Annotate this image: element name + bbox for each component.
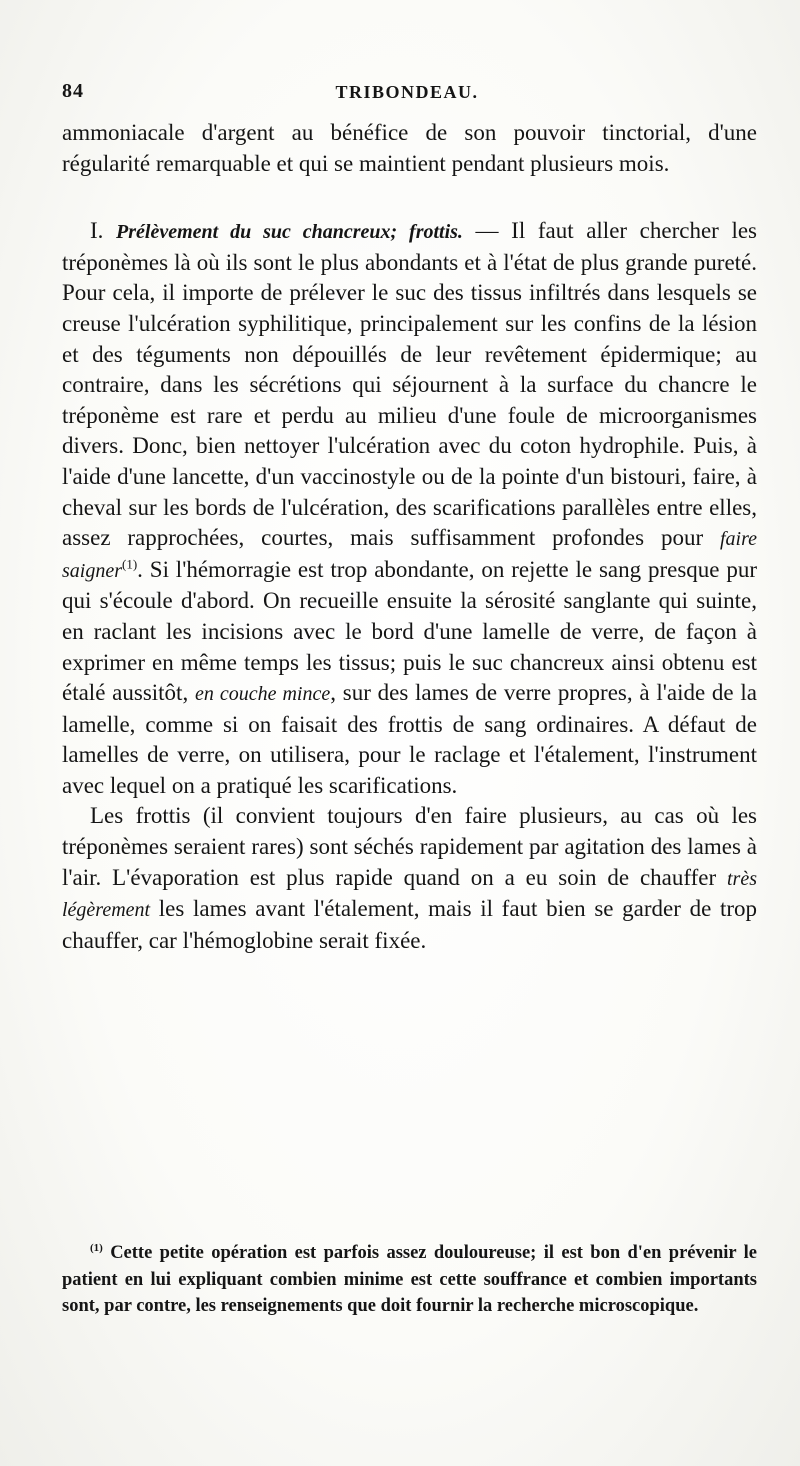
page-number: 84 [62,80,84,102]
paragraph-text-part3: , sur des lames de verre propres, à l'aide de la lamelle, comme si on faisait des frottis de sang ordinaires. A défaut de lamelles de verre, on utilisera, pour le raclage et l'étalement, l'instrument avec lequel on a pratiqué les scarifications. [62,680,757,798]
footnote [62,1240,757,1320]
italic-couche-mince: en couche mince [194,683,331,706]
paragraph-frottis [62,801,757,956]
italic-tres-legerement: très légèrement [62,867,757,922]
paragraph-continuation: ammoniacale d'argent au bénéfice de son pouvoir tinctorial, d'une régularité remarquable et qui se maintient pendant plusieurs mois. [62,120,757,176]
body-text [62,118,757,956]
italic-faire-saigner: faire saigner [62,528,757,582]
footnote-mark: (1) [90,1241,103,1254]
section-number: I. [90,218,104,244]
paragraph-section-1 [62,216,757,801]
paragraph-text-part2: . Si l'hémorragie est trop abondante, on rejette le sang presque pur qui s'écoule d'abord. On recueille ensuite la sérosité sanglante qui suinte, en raclant les incisions avec le bord d'une lamelle de verre, de façon à exprimer en même temps les tissus; puis le suc chancreux ainsi obtenu est étalé aussitôt, [62,556,757,706]
page-header [62,80,752,110]
paragraph-text-part1: — Il faut aller chercher les tréponèmes là où ils sont le plus abondants et à l'état de plus grande pureté. Pour cela, il importe de prélever le suc des tissus infiltrés dans lesquels se creuse l'ulcération syphilitique, principalement sur les confins de la lésion et des téguments non dépouillés de leur revêtement épidermique; au contraire, dans les sécrétions qui séjournent à la surface du chancre le tréponème est rare et perdu au milieu d'une foule de microorganismes divers. Donc, bien nettoyer l'ulcération avec du coton hydrophile. Puis, à l'aide d'une lancette, d'un vaccinostyle ou de la pointe d'un bistouri, faire, à cheval sur les bords de l'ulcération, des scarifications parallèles entre elles, assez rapprochées, courtes, mais suffisamment profondes pour [62,218,757,551]
paragraph-text-part2: les lames avant l'étalement, mais il faut bien se garder de trop chauffer, car l'hémoglobine serait fixée. [62,896,757,953]
footnote-text: Cette petite opération est parfois assez douloureuse; il est bon d'en prévenir le patient en lui expliquant combien minime est cette souffrance et combien importants sont, par contre, les renseignements que doit fournir la recherche microscopique. [62,1243,757,1316]
running-head: TRIBONDEAU. [335,82,479,102]
paragraph-text-part1: Les frottis (il convient toujours d'en faire plusieurs, au cas où les tréponèmes seraient rares) sont séchés rapidement par agitation des lames à l'air. L'évaporation est plus rapide quand on a eu soin de chauffer [62,803,757,890]
section-title: Prélèvement du suc chancreux; frottis. [116,221,463,244]
footnote-reference: (1) [122,556,138,572]
